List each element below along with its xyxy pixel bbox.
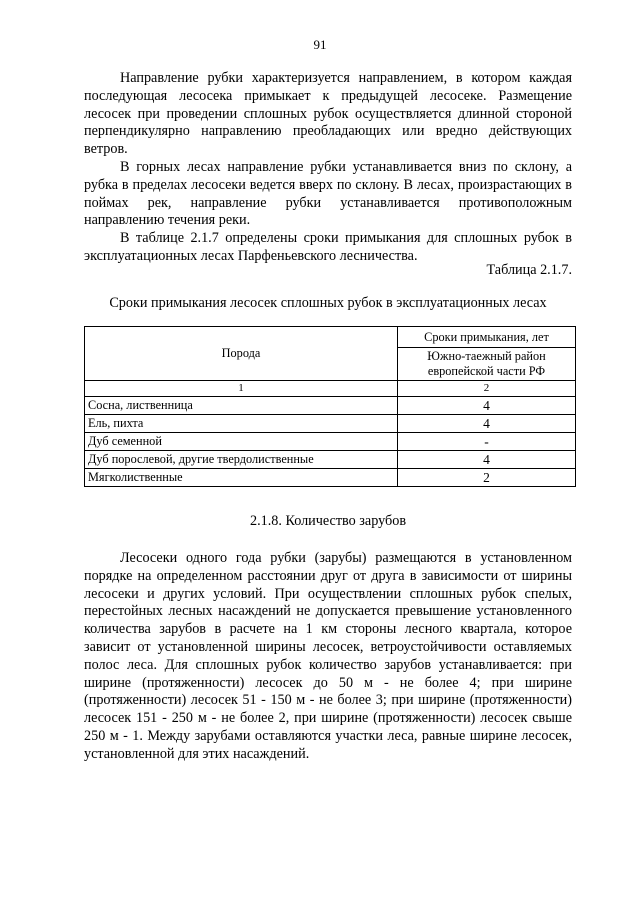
term-cell: 4 [398,451,576,469]
column-index-cell: 1 [85,381,398,397]
term-cell: 4 [398,397,576,415]
header-species: Порода [85,327,398,381]
term-cell: - [398,433,576,451]
table-row [85,415,576,433]
paragraph-cutting-areas-count: Лесосеки одного года рубки (зарубы) размещаются в установленном порядке на определенном расстоянии друг от друга в зависимости от ширины лесосеки и других условий. При осуществлении сплошных рубок спелых, перестойных лесных насаждений не допускается превышение установленного количества зарубов в расчете на 1 км стороны лесного квартала, которое зависит от установленной ширины лесосек, ветроустойчивости оставляемых полос леса. Для сплошных рубок количество зарубов устанавливается: при ширине (протяженности) лесосек до 50 м - не более 4; при ширине (протяженности) лесосек 51 - 150 м - не более 3; при ширине (протяженности) лесосек 151 - 250 м - не более 2, при ширине (протяженности) лесосек свыше 250 м - 1. Между зарубами оставляются участки леса, равные ширине лесосек, установленной для этих насаждений. [84,550,572,762]
paragraph-table-intro: В таблице 2.1.7 определены сроки примыкания для сплошных рубок в эксплуатационных лесах Парфеньевского лесничества. [84,230,572,264]
species-cell: Дуб семенной [85,433,398,451]
table-row [85,469,576,487]
paragraph-felling-direction: Направление рубки характеризуется направлением, в котором каждая последующая лесосека примыкает к предыдущей лесосеке. Размещение лесосек при проведении сплошных рубок осуществляется длинной стороной перпендикулярно направлению преобладающих или вредно действующих ветров. [84,70,572,158]
paragraph-mountain-forests: В горных лесах направление рубки устанавливается вниз по склону, а рубка в пределах лесосеки ведется вверх по склону. В лесах, произрастающих в поймах рек, направление рубки устанавливается противоположным направлению течения реки. [84,159,572,229]
table-header-row [85,327,576,348]
section-title: 2.1.8. Количество зарубов [249,513,407,529]
table-row [85,397,576,415]
table-row [85,451,576,469]
species-cell: Дуб порослевой, другие твердолиственные [85,451,398,469]
table-title: Сроки примыкания лесосек сплошных рубок в эксплуатационных лесах [109,295,547,311]
page-number: 91 [313,37,327,52]
term-cell: 2 [398,469,576,487]
table-number: Таблица 2.1.7. [486,262,572,278]
species-cell: Мягколиственные [85,469,398,487]
adjacency-terms-table [84,326,576,487]
species-cell: Сосна, лиственница [85,397,398,415]
table-row [85,433,576,451]
header-adjacency-terms: Сроки примыкания, лет [398,327,576,348]
table-index-row [85,381,576,397]
species-cell: Ель, пихта [85,415,398,433]
column-index-cell: 2 [398,381,576,397]
term-cell: 4 [398,415,576,433]
header-region: Южно-таежный район европейской части РФ [398,348,576,381]
